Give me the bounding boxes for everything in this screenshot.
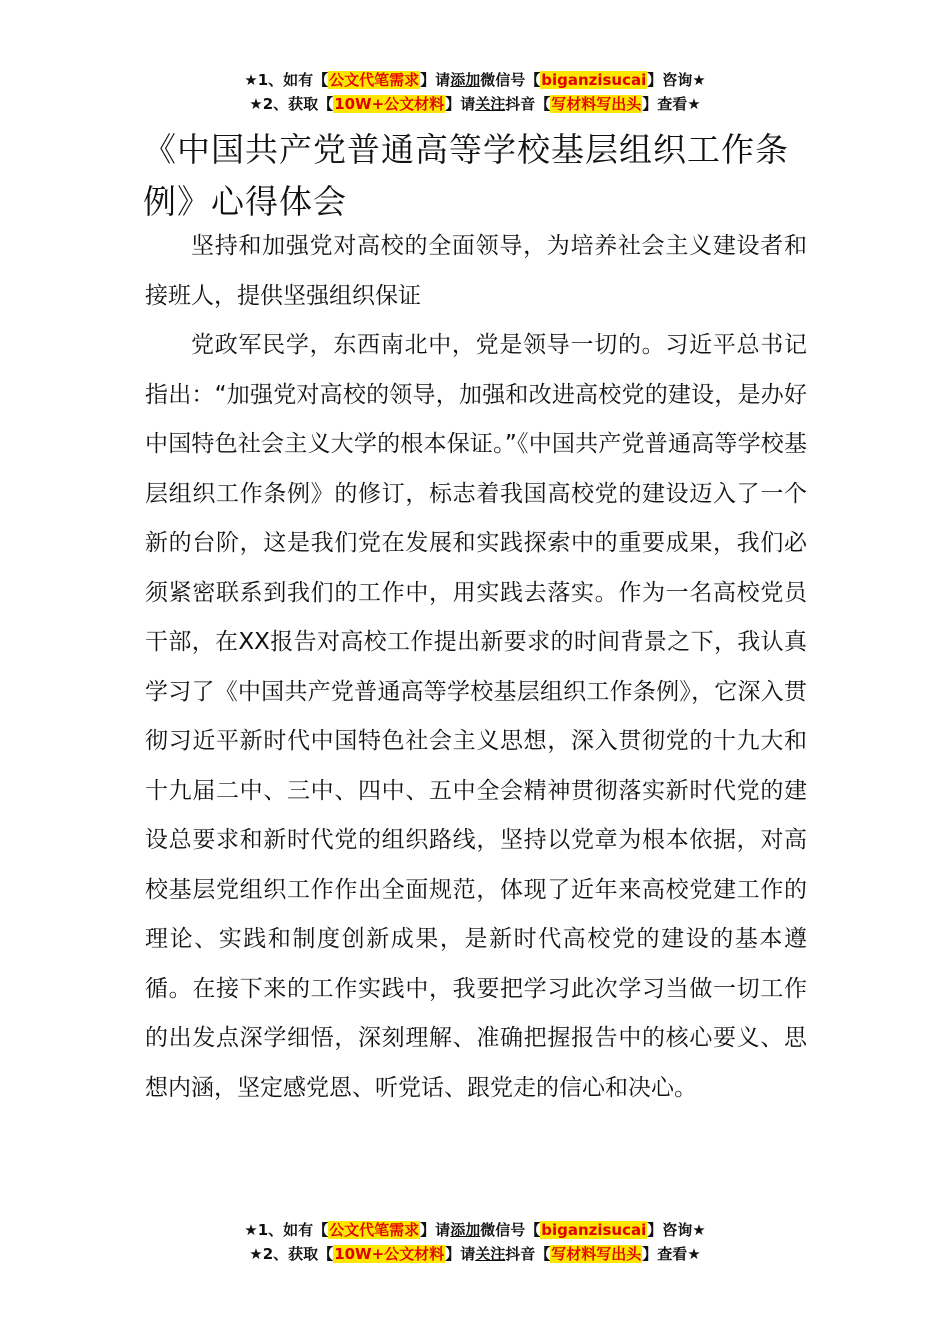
ad-text: ★2、获取【 bbox=[249, 1245, 334, 1263]
ad-text: 】咨询★ bbox=[647, 71, 706, 89]
paragraph: 坚持和加强党对高校的全面领导，为培养社会主义建设者和接班人，提供坚强组织保证 bbox=[145, 233, 807, 309]
document-title: 《中国共产党普通高等学校基层组织工作条例》心得体会 bbox=[143, 130, 789, 221]
ad-highlight: 写材料写出头 bbox=[551, 1245, 642, 1263]
ad-underlined-text: 关注 bbox=[475, 1245, 506, 1263]
ad-text: 抖音【 bbox=[505, 95, 551, 113]
ad-text: ★2、获取【 bbox=[249, 95, 334, 113]
ad-text: ★1、如有【 bbox=[244, 1221, 329, 1239]
ad-text: ★1、如有【 bbox=[244, 71, 329, 89]
ad-line-1-bottom bbox=[0, 1219, 950, 1241]
ad-text: 微信号【 bbox=[480, 71, 541, 89]
ad-highlight: 公文代笔需求 bbox=[329, 71, 420, 89]
document-body bbox=[145, 222, 807, 1113]
ad-text: 】咨询★ bbox=[647, 1221, 706, 1239]
ad-text: 】请 bbox=[420, 1221, 451, 1239]
ad-line-2-bottom bbox=[0, 1243, 950, 1265]
ad-line-2-top bbox=[0, 93, 950, 115]
ad-text: 】请 bbox=[445, 95, 476, 113]
ad-highlight: biganzisucai bbox=[541, 1221, 647, 1239]
ad-text: 】查看★ bbox=[642, 1245, 701, 1263]
ad-underlined-text: 关注 bbox=[475, 95, 506, 113]
ad-highlight: 写材料写出头 bbox=[551, 95, 642, 113]
ad-highlight: 10W+公文材料 bbox=[334, 95, 445, 113]
ad-highlight: 10W+公文材料 bbox=[334, 1245, 445, 1263]
ad-underlined-text: 添加 bbox=[450, 71, 481, 89]
ad-highlight: biganzisucai bbox=[541, 71, 647, 89]
ad-underlined-text: 添加 bbox=[450, 1221, 481, 1239]
ad-text: 微信号【 bbox=[480, 1221, 541, 1239]
paragraph: 党政军民学，东西南北中，党是领导一切的。习近平总书记指出：“加强党对高校的领导，加强和改进高校党的建设，是办好中国特色社会主义大学的根本保证。”《中国共产党普通高等学校基层组织工作条例》的修订，标志着我国高校党的建设迈入了一个新的台阶，这是我们党在发展和实践探索中的重要成果，我们必须紧密联系到我们的工作中，用实践去落实。作为一名高校党员干部，在XX报告对高校工作提出新要求的时间背景之下，我认真学习了《中国共产党普通高等学校基层组织工作条例》，它深入贯彻习近平新时代中国特色社会主义思想，深入贯彻党的十九大和十九届二中、三中、四中、五中全会精神贯彻落实新时代党的建设总要求和新时代党的组织路线，坚持以党章为根本依据，对高校基层党组织工作作出全面规范，体现了近年来高校党建工作的理论、实践和制度创新成果，是新时代高校党的建设的基本遵循。在接下来的工作实践中，我要把学习此次学习当做一切工作的出发点深学细悟，深刻理解、准确把握报告中的核心要义、思想内涵，坚定感党恩、听党话、跟党走的信心和决心。 bbox=[145, 332, 807, 1101]
ad-text: 抖音【 bbox=[505, 1245, 551, 1263]
ad-highlight: 公文代笔需求 bbox=[329, 1221, 420, 1239]
ad-text: 】请 bbox=[445, 1245, 476, 1263]
ad-line-1-top bbox=[0, 69, 950, 91]
ad-text: 】请 bbox=[420, 71, 451, 89]
ad-text: 】查看★ bbox=[642, 95, 701, 113]
